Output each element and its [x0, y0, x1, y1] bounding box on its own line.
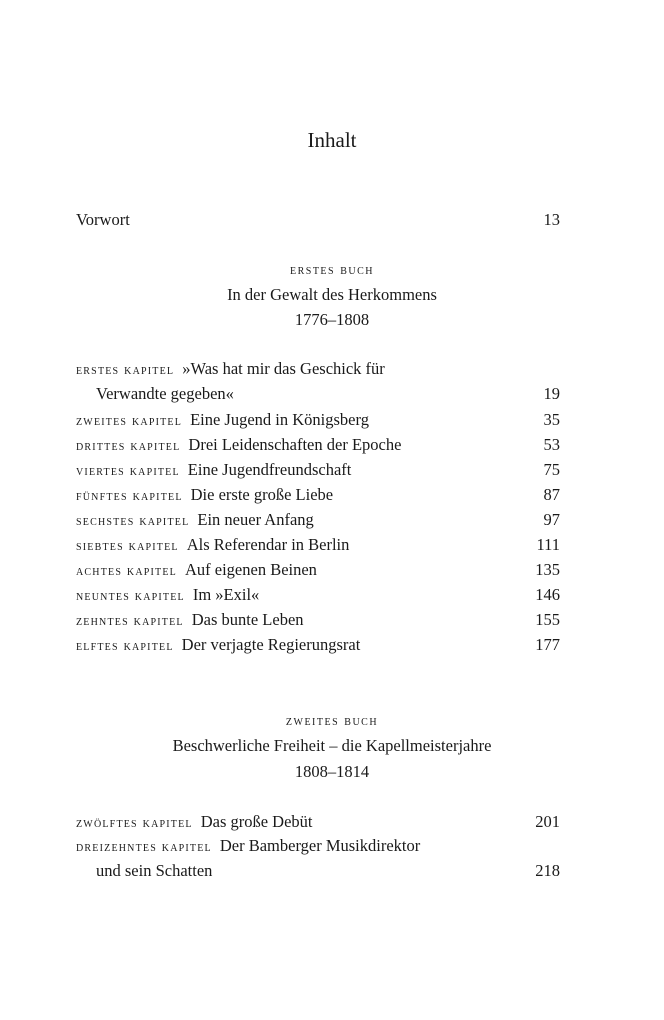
entry-page-number: 75	[543, 460, 560, 479]
chapter-label: erstes kapitel	[76, 362, 175, 378]
entry-page-number: 13	[543, 210, 560, 229]
chapter-title: Die erste große Liebe	[190, 485, 334, 504]
chapter-label: zehntes kapitel	[76, 613, 184, 629]
chapter-label: zweites kapitel	[76, 413, 183, 429]
chapter-title: Als Referendar in Berlin	[186, 535, 350, 554]
entry-page-number: 19	[543, 384, 560, 403]
chapter-label: fünftes kapitel	[76, 488, 183, 504]
chapter-label: achtes kapitel	[76, 563, 177, 579]
book-title: In der Gewalt des Herkommens	[227, 285, 437, 304]
toc-entry-chapter[interactable]	[76, 633, 560, 657]
toc-entry-chapter[interactable]	[76, 408, 560, 432]
chapter-title: Drei Leidenschaften der Epoche	[188, 435, 402, 454]
toc-entry-chapter[interactable]	[76, 558, 560, 582]
entry-page-number: 135	[535, 560, 560, 579]
book-label: zweites buch	[285, 713, 379, 729]
toc-entry-chapter-continued[interactable]	[76, 859, 560, 883]
entry-page-number: 201	[535, 812, 560, 831]
entry-page-number: 155	[535, 610, 560, 629]
toc-entry-chapter[interactable]	[76, 834, 560, 858]
entry-page-number: 218	[535, 861, 560, 880]
chapter-title: Der Bamberger Musikdirektor	[219, 836, 421, 855]
toc-entry-chapter[interactable]	[76, 810, 560, 834]
entry-page-number: 87	[543, 485, 560, 504]
chapter-title-continued: Verwandte gegeben«	[96, 384, 234, 403]
toc-entry-chapter[interactable]	[76, 483, 560, 507]
toc-entry-vorwort[interactable]	[76, 208, 560, 232]
chapter-label: viertes kapitel	[76, 463, 180, 479]
toc-entry-chapter[interactable]	[76, 608, 560, 632]
book-label: erstes buch	[289, 262, 375, 278]
chapter-title: Auf eigenen Beinen	[184, 560, 317, 579]
toc-entry-chapter[interactable]	[76, 583, 560, 607]
chapter-title: »Was hat mir das Geschick für	[182, 359, 385, 378]
chapter-title: Das große Debüt	[200, 812, 313, 831]
page-title: Inhalt	[307, 128, 357, 152]
chapter-label: elftes kapitel	[76, 638, 174, 654]
entry-page-number: 177	[535, 635, 560, 654]
chapter-label: zwölftes kapitel	[76, 815, 193, 831]
entry-page-number: 146	[535, 585, 560, 604]
entry-page-number: 97	[543, 510, 560, 529]
book-years: 1808–1814	[294, 762, 370, 781]
toc-entry-chapter[interactable]	[76, 433, 560, 457]
toc-entry-chapter[interactable]	[76, 533, 560, 557]
book-title: Beschwerliche Freiheit – die Kapellmeisterjahre	[172, 736, 492, 755]
chapter-title: Das bunte Leben	[191, 610, 304, 629]
chapter-label: siebtes kapitel	[76, 538, 179, 554]
entry-title: Vorwort	[76, 210, 130, 229]
chapter-title: Eine Jugend in Königsberg	[190, 410, 369, 429]
chapter-title: Im »Exil«	[192, 585, 260, 604]
toc-entry-chapter-continued[interactable]	[76, 382, 560, 406]
chapter-title-continued: und sein Schatten	[96, 861, 213, 880]
toc-entry-chapter[interactable]	[76, 357, 560, 381]
chapter-title: Der verjagte Regierungsrat	[181, 635, 361, 654]
entry-page-number: 111	[536, 535, 560, 554]
chapter-label: dreizehntes kapitel	[76, 839, 212, 855]
chapter-label: neuntes kapitel	[76, 588, 185, 604]
entry-page-number: 53	[543, 435, 560, 454]
chapter-title: Ein neuer Anfang	[197, 510, 314, 529]
chapter-label: drittes kapitel	[76, 438, 181, 454]
toc-entry-chapter[interactable]	[76, 458, 560, 482]
entry-page-number: 35	[543, 410, 560, 429]
toc-entry-chapter[interactable]	[76, 508, 560, 532]
chapter-title: Eine Jugendfreundschaft	[187, 460, 352, 479]
chapter-label: sechstes kapitel	[76, 513, 190, 529]
book-years: 1776–1808	[294, 310, 370, 329]
